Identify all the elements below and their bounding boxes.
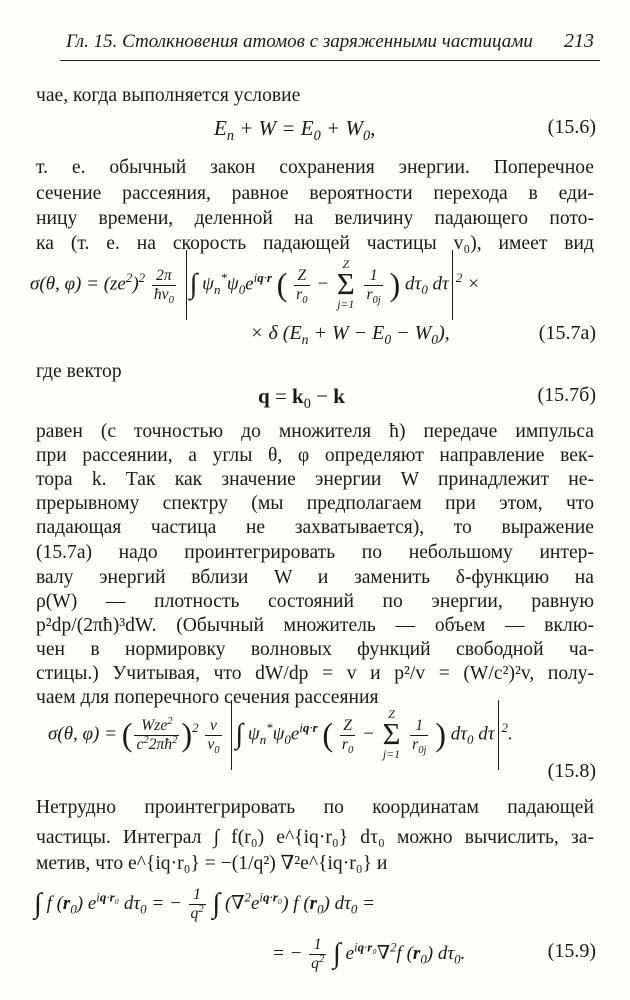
text-line-16: чен в нормировку волновых функций свободной ча-	[36, 639, 594, 660]
text-line-14: ρ(W) — плотность состояний по энергии, равную	[36, 591, 594, 612]
equation-number-15-6: (15.6)	[547, 116, 596, 138]
text-line-13: валу энергий вблизи W и заменить δ-функцию на	[36, 567, 594, 588]
equation-number-15-7a: (15.7а)	[538, 322, 596, 344]
text-line-9: тора k. Так как значение энергии W принадлежит не-	[36, 469, 594, 490]
equation-number-15-9: (15.9)	[547, 940, 596, 962]
equation-15-7b: $q = k_0 - k$	[258, 384, 345, 413]
text-line-4: ницу времени, деленной на величину падающего пото-	[36, 208, 594, 229]
text-line-6: где вектор	[36, 361, 122, 382]
text-line-19: Нетрудно проинтегрировать по координатам падающей	[36, 797, 594, 818]
equation-15-7a-line1: σ(θ, $\varphi) = (ze^2)^2$ $\frac{2\pi}{ħv_0}$ ∫ $\psi_n^*\psi_0e^{iq\cdot r}$ ( $\frac{Z}{r_0}$ − Z Σ j=1 $\frac{1}{r_{0j}}$ ) $d\tau_0$ dτ $^2$ ×	[30, 250, 480, 320]
text-line-12: (15.7а) надо проинтегрировать по небольшому интер-	[36, 542, 594, 563]
text-line-5: ка (т. е. на скорость падающей частицы v₀), имеет вид	[36, 233, 594, 254]
text-line-7: равен (с точностью до множителя ħ) передаче импульса	[36, 421, 594, 442]
text-line-15: p²dp/(2πħ)³dW. (Обычный множитель — объем — вклю-	[36, 615, 594, 636]
chapter-title: Гл. 15. Столкновения атомов с заряженными частицами	[66, 31, 533, 52]
equation-number-15-7b: (15.7б)	[537, 384, 596, 406]
equation-15-6: $E_n + W = E_0 + W_0$,	[214, 116, 376, 145]
text-line-10: прерывному спектру (мы предполагаем при этом, что	[36, 493, 594, 514]
text-line-2: т. е. обычный закон сохранения энергии. Поперечное	[36, 157, 594, 178]
equation-15-7a-line2: × δ $(E_n + W - E_0 - W_0)$,	[250, 322, 450, 347]
text-line-20: частицы. Интеграл ∫ f(r₀) e^{iq·r₀} dτ₀ можно вычислить, за-	[36, 827, 594, 848]
text-line-3: сечение рассеяния, равное вероятности перехода в еди-	[36, 183, 594, 204]
text-line-8: при рассеянии, а углы θ, φ определяют направление век-	[36, 445, 594, 466]
equation-15-9-line2: = − $\frac{1}{q^2}$ ∫ $e^{iq\cdot r_0}\nabla^2f$ $(r_0)$ $d\tau_0$.	[272, 936, 466, 972]
text-line-11: падающая частица не захватывается), то выражение	[36, 517, 594, 538]
equation-15-8: σ(θ, φ) = ( $\frac{Wze^2}{c^22\pi ħ^2}$ )$^2$ $\frac{v}{v_0}$ ∫ $\psi_n^*\psi_0e^{iq\cdot r}$ ( $\frac{Z}{r_0}$ − Z Σ j=1 $\frac{1}{r_{0j}}$ ) $d\tau_0$ dτ $^2$.	[48, 700, 513, 770]
text-line-21: метив, что e^{iq·r₀} = −(1/q²) ∇²e^{iq·r₀} и	[36, 853, 388, 874]
equation-15-9-line1: ∫ f $(r_0)$ $e^{iq\cdot r_0}$ $d\tau_0$ = − $\frac{1}{q^2}$ ∫ $(\nabla^2e^{iq\cdot r_0})$ f $(r_0) d\tau_0$ =	[34, 886, 375, 922]
text-line-1: чае, когда выполняется условие	[36, 85, 301, 106]
equation-number-15-8: (15.8)	[547, 760, 596, 782]
running-header	[60, 26, 600, 61]
text-line-18: чаем для поперечного сечения рассеяния	[36, 687, 379, 708]
text-line-17: стицы.) Учитывая, что dW/dp = v и p²/v = (W/c²)²v, полу-	[36, 663, 594, 684]
page-number: 213	[564, 30, 594, 52]
